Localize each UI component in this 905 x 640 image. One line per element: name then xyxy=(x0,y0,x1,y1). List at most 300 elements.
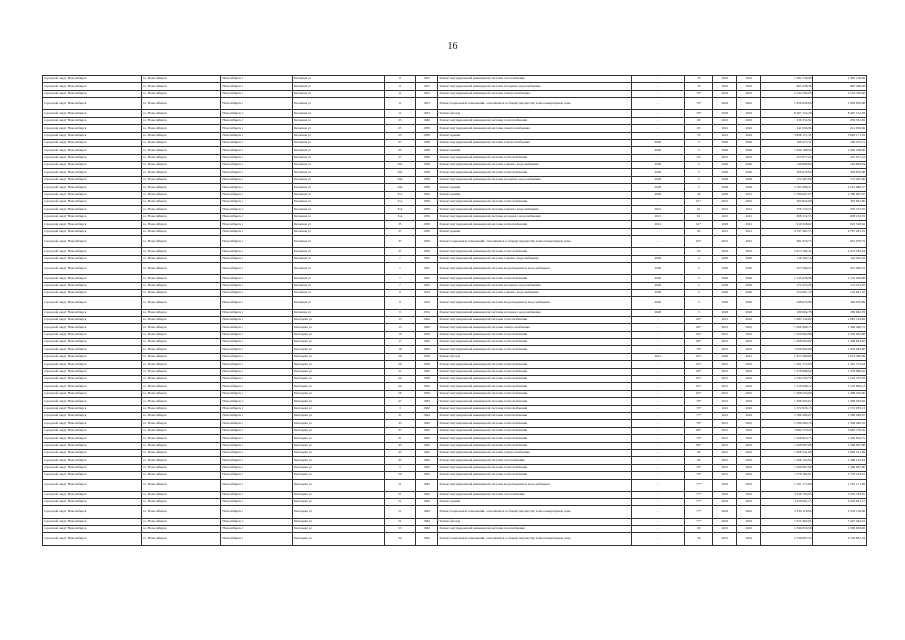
cell-work: Ремонт подвальных помещений, относящихся к общему имуществу в многоквартирном доме xyxy=(438,533,631,545)
cell-area: - xyxy=(631,236,684,248)
cell-year-to: 2020 xyxy=(737,255,761,262)
cell-city: Новосибирск г xyxy=(221,518,293,525)
cell-year: 1962 xyxy=(415,324,438,331)
cell-area: - xyxy=(631,90,684,97)
cell-work: Ремонт внутридомовой инженерной системы электроснабжения xyxy=(438,125,631,132)
cell-house: 37 xyxy=(385,248,416,255)
cell-municipality: городской округ Новосибирск xyxy=(43,368,142,375)
cell-city: Новосибирск г xyxy=(221,331,293,338)
cell-year-from: 2022 xyxy=(713,499,737,506)
cell-work: Ремонт внутридомовой инженерной системы теплоснабжения xyxy=(438,275,631,282)
table-row xyxy=(43,383,867,390)
cell-area: 2020 xyxy=(631,162,684,169)
cell-city: Новосибирск г xyxy=(221,76,293,83)
cell-street: Бетонная ул xyxy=(293,176,385,183)
cell-house: 29в xyxy=(385,184,416,191)
cell-locality: г.о. Новосибирск xyxy=(141,98,221,110)
cell-house: 26 xyxy=(385,390,416,397)
cell-year-to: 2022 xyxy=(737,154,761,161)
cell-year-to: 2020 xyxy=(737,275,761,282)
cell-house: 16 xyxy=(385,331,416,338)
cell-city: Новосибирск г xyxy=(221,390,293,397)
table-row xyxy=(43,339,867,346)
cell-locality: г.о. Новосибирск xyxy=(141,176,221,183)
cell-house: 11 xyxy=(385,90,416,97)
cell-cost-total: 3 316 763,95 xyxy=(813,491,867,498)
cell-area: - xyxy=(631,368,684,375)
cell-work: Ремонт внутридомовой инженерной системы газоснабжения xyxy=(438,457,631,464)
cell-municipality: городской округ Новосибирск xyxy=(43,405,142,412)
table-row xyxy=(43,282,867,289)
cell-locality: г.о. Новосибирск xyxy=(141,472,221,479)
table-row xyxy=(43,464,867,471)
cell-city: Новосибирск г xyxy=(221,282,293,289)
cell-city: Новосибирск г xyxy=(221,405,293,412)
cell-year: 1959 xyxy=(415,199,438,206)
page-number: 16 xyxy=(447,41,458,52)
cell-house: 20 xyxy=(385,353,416,360)
cell-year-from: 2020 xyxy=(713,255,737,262)
table-row xyxy=(43,390,867,397)
cell-locality: г.о. Новосибирск xyxy=(141,368,221,375)
cell-area: - xyxy=(631,76,684,83)
table-row xyxy=(43,169,867,176)
cell-house: 11 xyxy=(385,76,416,83)
cell-year-to: 2022 xyxy=(737,132,761,139)
cell-period: 80* xyxy=(685,442,713,449)
cell-year-to: 2021 xyxy=(737,236,761,248)
cell-city: Новосибирск г xyxy=(221,420,293,427)
cell-cost-total: 1 308 903,82 xyxy=(813,339,867,346)
cell-area: - xyxy=(631,449,684,456)
cell-year: 1959 xyxy=(415,228,438,235)
cell-house: 22 xyxy=(385,376,416,383)
cell-year: 1959 xyxy=(415,236,438,248)
cell-locality: г.о. Новосибирск xyxy=(141,162,221,169)
cell-city: Новосибирск г xyxy=(221,110,293,117)
cell-cost-total: 2 134 760,06 xyxy=(813,90,867,97)
cell-street: Бетонная ул xyxy=(293,117,385,124)
cell-period: 77* xyxy=(685,479,713,491)
cell-cost: 1 368 122,94 xyxy=(761,457,813,464)
cell-locality: г.о. Новосибирск xyxy=(141,526,221,533)
cell-cost-total: 1 369 967,80 xyxy=(813,464,867,471)
cell-work: Ремонт внутридомовой инженерной системы газоснабжения xyxy=(438,491,631,498)
cell-year-to: 2022 xyxy=(737,449,761,456)
cell-cost: 1 308 903,82 xyxy=(761,339,813,346)
cell-street: Бехтерева ул xyxy=(293,316,385,323)
cell-work: Ремонт крыши xyxy=(438,191,631,198)
table-row xyxy=(43,221,867,228)
cell-year-from: 2020 xyxy=(713,139,737,146)
cell-work: Ремонт внутридомовой инженерной системы водоотведения и водоснабжения xyxy=(438,262,631,274)
cell-street: Бетонная ул xyxy=(293,184,385,191)
cell-period: 60* xyxy=(685,324,713,331)
cell-street: Бехтерева ул xyxy=(293,479,385,491)
cell-year-to: 2022 xyxy=(737,398,761,405)
cell-cost: 2 473 182,44 xyxy=(761,248,813,255)
cell-house: 37 xyxy=(385,236,416,248)
cell-cost: 116 302,16 xyxy=(761,255,813,262)
cell-city: Новосибирск г xyxy=(221,464,293,471)
cell-year-from: 2022 xyxy=(713,76,737,83)
table-row xyxy=(43,132,867,139)
cell-street: Бетонная ул xyxy=(293,248,385,255)
cell-cost: 236 331,82 xyxy=(761,117,813,124)
cell-cost-total: 1 361 772,63 xyxy=(813,361,867,368)
cell-cost: 1 378 886,92 xyxy=(761,368,813,375)
cell-period: 5 xyxy=(685,147,713,154)
cell-city: Новосибирск г xyxy=(221,125,293,132)
cell-year-to: 2020 xyxy=(737,169,761,176)
cell-locality: г.о. Новосибирск xyxy=(141,154,221,161)
cell-cost: 1 308 550,90 xyxy=(761,390,813,397)
cell-work: Ремонт внутридомовой инженерной системы теплоснабжения xyxy=(438,169,631,176)
table-row xyxy=(43,206,867,213)
cell-house: 50 xyxy=(385,472,416,479)
cell-work: Ремонт внутридомовой инженерной системы теплоснабжения xyxy=(438,221,631,228)
cell-city: Новосибирск г xyxy=(221,248,293,255)
cell-year: 1963 xyxy=(415,435,438,442)
cell-area: 2020 xyxy=(631,184,684,191)
cell-period: 5 xyxy=(685,282,713,289)
cell-year: 1959 xyxy=(415,213,438,220)
cell-period: 60 xyxy=(685,526,713,533)
cell-period: 79* xyxy=(685,472,713,479)
cell-area: 2020 xyxy=(631,176,684,183)
cell-locality: г.о. Новосибирск xyxy=(141,125,221,132)
cell-cost-total: 1 519 908,12 xyxy=(813,383,867,390)
cell-city: Новосибирск г xyxy=(221,255,293,262)
cell-street: Бетонная ул xyxy=(293,169,385,176)
cell-year-to: 2022 xyxy=(737,368,761,375)
cell-period: 64* xyxy=(685,353,713,360)
cell-city: Новосибирск г xyxy=(221,236,293,248)
cell-city: Новосибирск г xyxy=(221,533,293,545)
cell-period: 56 xyxy=(685,533,713,545)
cell-period: 64* xyxy=(685,331,713,338)
cell-municipality: городской округ Новосибирск xyxy=(43,289,142,296)
cell-year-from: 2021 xyxy=(713,457,737,464)
cell-house: 35 xyxy=(385,221,416,228)
cell-locality: г.о. Новосибирск xyxy=(141,147,221,154)
cell-cost: 1 673 360,69 xyxy=(761,353,813,360)
cell-year-from: 2021 xyxy=(713,316,737,323)
cell-city: Новосибирск г xyxy=(221,176,293,183)
cell-year-to: 2022 xyxy=(737,199,761,206)
cell-year-to: 2020 xyxy=(737,289,761,296)
cell-locality: г.о. Новосибирск xyxy=(141,331,221,338)
cell-year: 1964 xyxy=(415,506,438,518)
cell-locality: г.о. Новосибирск xyxy=(141,346,221,353)
cell-work: Ремонт внутридомовой инженерной системы теплоснабжения xyxy=(438,427,631,434)
cell-work: Ремонт внутридомовой инженерной системы теплоснабжения xyxy=(438,383,631,390)
cell-area: - xyxy=(631,110,684,117)
cell-year: 1958 xyxy=(415,176,438,183)
cell-work: Ремонт крыши xyxy=(438,132,631,139)
cell-city: Новосибирск г xyxy=(221,526,293,533)
table-row xyxy=(43,228,867,235)
cell-cost-total: 3 982 770,26 xyxy=(813,427,867,434)
cell-house: 37 xyxy=(385,427,416,434)
cell-work: Ремонт внутридомовой инженерной системы холодного водоснабжения xyxy=(438,282,631,289)
cell-cost: 1 599 469,76 xyxy=(761,420,813,427)
cell-locality: г.о. Новосибирск xyxy=(141,435,221,442)
cell-area: - xyxy=(631,324,684,331)
cell-street: Бехтерева ул xyxy=(293,464,385,471)
cell-house: 20 xyxy=(385,361,416,368)
cell-year-to: 2022 xyxy=(737,76,761,83)
table-row xyxy=(43,491,867,498)
cell-period: 63 xyxy=(685,248,713,255)
cell-cost: 1 359 962,88 xyxy=(761,331,813,338)
cell-city: Новосибирск г xyxy=(221,339,293,346)
cell-year-from: 2021 xyxy=(713,331,737,338)
cell-cost: 8 467 154,28 xyxy=(761,110,813,117)
cell-cost: 1 761 171,06 xyxy=(761,479,813,491)
cell-locality: г.о. Новосибирск xyxy=(141,361,221,368)
cell-municipality: городской округ Новосибирск xyxy=(43,191,142,198)
cell-cost-total: 236 331,82 xyxy=(813,117,867,124)
cell-year: 1963 xyxy=(415,420,438,427)
cell-area: - xyxy=(631,228,684,235)
cell-municipality: городской округ Новосибирск xyxy=(43,464,142,471)
cell-area: - xyxy=(631,405,684,412)
cell-period: 5 xyxy=(685,255,713,262)
cell-year-to: 2022 xyxy=(737,499,761,506)
cell-cost-total: 1 308 550,90 xyxy=(813,390,867,397)
cell-year: 1958 xyxy=(415,139,438,146)
cell-period: 70 xyxy=(685,76,713,83)
cell-year-from: 2020 xyxy=(713,297,737,309)
cell-area: - xyxy=(631,117,684,124)
cell-period: 64* xyxy=(685,236,713,248)
cell-year: 1962 xyxy=(415,526,438,533)
cell-work: Ремонт внутридомовой инженерной системы теплоснабжения xyxy=(438,368,631,375)
cell-house: 7 xyxy=(385,282,416,289)
cell-year-to: 2021 xyxy=(737,191,761,198)
cell-street: Бетонная ул xyxy=(293,309,385,316)
cell-municipality: городской округ Новосибирск xyxy=(43,442,142,449)
cell-city: Новосибирск г xyxy=(221,368,293,375)
cell-year-to: 2020 xyxy=(737,282,761,289)
cell-area: - xyxy=(631,499,684,506)
cell-house: 7 xyxy=(385,262,416,274)
cell-year: 1954 xyxy=(415,297,438,309)
table-row xyxy=(43,90,867,97)
cell-year-from: 2021 xyxy=(713,368,737,375)
cell-locality: г.о. Новосибирск xyxy=(141,442,221,449)
cell-year: 1964 xyxy=(415,518,438,525)
cell-municipality: городской округ Новосибирск xyxy=(43,376,142,383)
cell-year: 1962 xyxy=(415,533,438,545)
cell-cost: 1 369 967,80 xyxy=(761,464,813,471)
cell-street: Бехтерева ул xyxy=(293,331,385,338)
cell-cost: 255 677,24 xyxy=(761,154,813,161)
table-row xyxy=(43,324,867,331)
cell-city: Новосибирск г xyxy=(221,206,293,213)
cell-cost-total: 172 474,26 xyxy=(813,282,867,289)
cell-municipality: городской округ Новосибирск xyxy=(43,472,142,479)
cell-municipality: городской округ Новосибирск xyxy=(43,533,142,545)
cell-cost: 2 161 686,57 xyxy=(761,184,813,191)
cell-cost: 309 670,66 xyxy=(761,169,813,176)
cell-year-from: 2020 xyxy=(713,176,737,183)
cell-year: 1963 xyxy=(415,398,438,405)
cell-area: - xyxy=(631,412,684,419)
cell-year: 1958 xyxy=(415,376,438,383)
cell-municipality: городской округ Новосибирск xyxy=(43,412,142,419)
cell-work: Ремонт подвальных помещений, относящихся к общему имуществу в многоквартирном доме xyxy=(438,506,631,518)
table-row xyxy=(43,331,867,338)
cell-cost-total: 8 467 154,28 xyxy=(813,110,867,117)
cell-period: 5 xyxy=(685,275,713,282)
cell-city: Новосибирск г xyxy=(221,383,293,390)
cell-year-from: 2020 xyxy=(713,184,737,191)
table-row xyxy=(43,76,867,83)
cell-street: Бетонная ул xyxy=(293,199,385,206)
cell-house: 25 xyxy=(385,147,416,154)
cell-work: Ремонт внутридомовой инженерной системы теплоснабжения xyxy=(438,117,631,124)
cell-municipality: городской округ Новосибирск xyxy=(43,518,142,525)
cell-cost: 3 982 770,26 xyxy=(761,427,813,434)
table-row xyxy=(43,309,867,316)
cell-year: 1962 xyxy=(415,339,438,346)
cell-cost: 1 356 816,75 xyxy=(761,435,813,442)
cell-work: Ремонт фасада xyxy=(438,110,631,117)
table-row xyxy=(43,368,867,375)
cell-year: 1962 xyxy=(415,442,438,449)
cell-street: Бетонная ул xyxy=(293,147,385,154)
cell-year: 1959 xyxy=(415,390,438,397)
cell-street: Бехтерева ул xyxy=(293,499,385,506)
cell-locality: г.о. Новосибирск xyxy=(141,90,221,97)
cell-house: 27 xyxy=(385,398,416,405)
cell-year: 1953 xyxy=(415,98,438,110)
table-body xyxy=(43,76,867,546)
cell-cost-total: 2 230 118,96 xyxy=(813,506,867,518)
cell-municipality: городской округ Новосибирск xyxy=(43,154,142,161)
table-row xyxy=(43,533,867,545)
cell-cost: 348 670,89 xyxy=(761,297,813,309)
cell-house: 51 xyxy=(385,518,416,525)
cell-year-from: 2021 xyxy=(713,472,737,479)
cell-city: Новосибирск г xyxy=(221,506,293,518)
cell-year-from: 2021 xyxy=(713,420,737,427)
cell-year: 1958 xyxy=(415,169,438,176)
cell-city: Новосибирск г xyxy=(221,361,293,368)
cell-year-from: 2020 xyxy=(713,353,737,360)
cell-year-from: 2021 xyxy=(713,427,737,434)
cell-cost-total: 255 677,24 xyxy=(813,154,867,161)
cell-area: - xyxy=(631,98,684,110)
cell-work: Ремонт внутридомовой инженерной системы теплоснабжения xyxy=(438,420,631,427)
cell-period: 61* xyxy=(685,199,713,206)
cell-locality: г.о. Новосибирск xyxy=(141,184,221,191)
cell-municipality: городской округ Новосибирск xyxy=(43,427,142,434)
cell-year-from: 2021 xyxy=(713,398,737,405)
cell-area: - xyxy=(631,376,684,383)
cell-area: - xyxy=(631,518,684,525)
cell-area: - xyxy=(631,361,684,368)
cell-street: Бехтерева ул xyxy=(293,405,385,412)
cell-house: 41 xyxy=(385,435,416,442)
cell-cost-total: 172 467,96 xyxy=(813,176,867,183)
table-row xyxy=(43,353,867,360)
cell-street: Бехтерева ул xyxy=(293,353,385,360)
cell-area: - xyxy=(631,479,684,491)
cell-year: 1962 xyxy=(415,427,438,434)
cell-street: Бехтерева ул xyxy=(293,361,385,368)
cell-locality: г.о. Новосибирск xyxy=(141,506,221,518)
cell-city: Новосибирск г xyxy=(221,353,293,360)
table-row xyxy=(43,457,867,464)
cell-house: 29в xyxy=(385,176,416,183)
cell-municipality: городской округ Новосибирск xyxy=(43,255,142,262)
cell-house: 51 xyxy=(385,491,416,498)
cell-work: Ремонт внутридомовой инженерной системы горячего водоснабжения xyxy=(438,255,631,262)
cell-year-from: 2020 xyxy=(713,262,737,274)
cell-year-to: 2020 xyxy=(737,309,761,316)
cell-year: 1959 xyxy=(415,221,438,228)
cell-cost: 1 946 168,90 xyxy=(761,147,813,154)
cell-street: Бехтерева ул xyxy=(293,435,385,442)
table-row xyxy=(43,506,867,518)
cell-city: Новосибирск г xyxy=(221,427,293,434)
cell-year-from: 2020 xyxy=(713,191,737,198)
cell-house: 31в xyxy=(385,206,416,213)
cell-year: 1953 xyxy=(415,83,438,90)
cell-locality: г.о. Новосибирск xyxy=(141,339,221,346)
cell-city: Новосибирск г xyxy=(221,435,293,442)
cell-year: 1958 xyxy=(415,184,438,191)
cell-street: Бехтерева ул xyxy=(293,420,385,427)
cell-locality: г.о. Новосибирск xyxy=(141,479,221,491)
cell-street: Бехтерева ул xyxy=(293,346,385,353)
cell-year-from: 2020 xyxy=(713,282,737,289)
cell-area: - xyxy=(631,199,684,206)
cell-period: 70 xyxy=(685,83,713,90)
cell-cost: 363 822,00 xyxy=(761,199,813,206)
cell-city: Новосибирск г xyxy=(221,412,293,419)
cell-year-to: 2022 xyxy=(737,83,761,90)
cell-house: 51 xyxy=(385,506,416,518)
cell-house: 9 xyxy=(385,297,416,309)
cell-city: Новосибирск г xyxy=(221,221,293,228)
cell-street: Бехтерева ул xyxy=(293,412,385,419)
cell-cost-total: 309 670,66 xyxy=(813,169,867,176)
cell-year-to: 2022 xyxy=(737,420,761,427)
cell-city: Новосибирск г xyxy=(221,499,293,506)
cell-year: 1959 xyxy=(415,206,438,213)
cell-area: - xyxy=(631,316,684,323)
cell-municipality: городской округ Новосибирск xyxy=(43,132,142,139)
cell-year-from: 2020 xyxy=(713,162,737,169)
cell-street: Бехтерева ул xyxy=(293,533,385,545)
cell-year: 1953 xyxy=(415,76,438,83)
cell-city: Новосибирск г xyxy=(221,491,293,498)
cell-year: 1963 xyxy=(415,464,438,471)
cell-street: Бетонная ул xyxy=(293,154,385,161)
cell-year: 1962 xyxy=(415,449,438,456)
cell-year-from: 2021 xyxy=(713,412,737,419)
cell-street: Бетонная ул xyxy=(293,255,385,262)
cell-area: - xyxy=(631,464,684,471)
cell-locality: г.о. Новосибирск xyxy=(141,228,221,235)
cell-street: Бетонная ул xyxy=(293,297,385,309)
cell-year: 1964 xyxy=(415,491,438,498)
cell-cost-total: 1 398 263,62 xyxy=(813,398,867,405)
